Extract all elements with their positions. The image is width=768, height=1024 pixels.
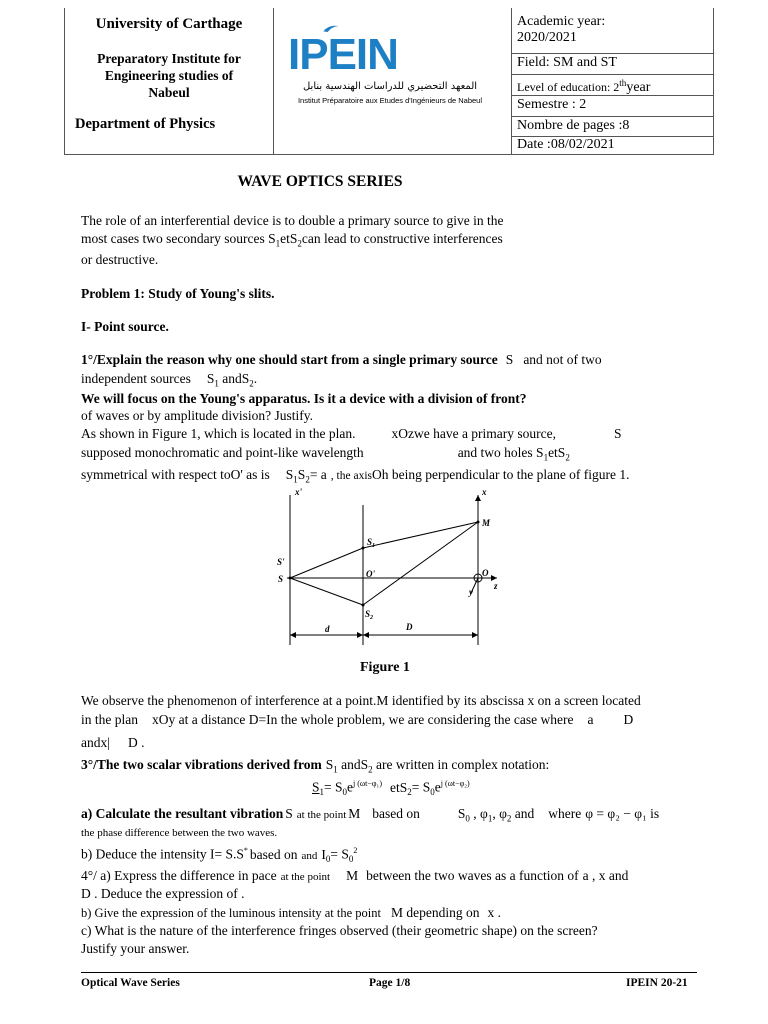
figure-label-s1: $S_1$	[367, 537, 376, 549]
qa-m: M	[348, 806, 361, 821]
obs-1-m: M	[376, 693, 389, 708]
obs-3-x: x	[100, 735, 108, 750]
setup-2-rest: and two holes S	[457, 445, 544, 460]
intro-line-3: or destructive.	[81, 252, 159, 267]
figure-label-o: O	[482, 568, 489, 578]
obs-1-rest: identified by its abscissa	[391, 693, 525, 708]
institute-name	[65, 50, 273, 101]
institute-line-2: Engineering studies of	[104, 68, 234, 83]
complex-equation: $S_1= S_0e^{j (\omega t-\varphi_1)}$ $etS_2= S_0e^{j (\omega t-\varphi_2)}$	[312, 779, 470, 798]
obs-2-rest: at a distance D=In the whole problem, we are considering the case where	[178, 712, 574, 727]
intro-line-2: most cases two secondary sources $S_1etS_2can$ lead to constructive interferences	[81, 231, 503, 249]
setup-1a: As shown in Figure 1, which is located in the plan.	[81, 426, 356, 441]
q4a-text: 4°/ a) Express the difference in pace	[81, 868, 277, 883]
logo-french-text: Institut Préparatoire aux Etudes d'Ingénieurs de Nabeul	[297, 96, 483, 105]
setup-3-oh: Oh	[372, 467, 389, 482]
q4b-text: b) Give the expression of the luminous intensity at the point	[81, 906, 381, 920]
intro-line-1: The role of an interferential device is to double a primary source to give in the	[81, 213, 504, 228]
eq-mid: = S	[324, 779, 343, 795]
obs-1-end: on a screen located	[537, 693, 641, 708]
level-row	[512, 75, 714, 96]
pages-row: Nombre de pages :8	[512, 117, 714, 137]
university-name: University of Carthage	[95, 16, 243, 32]
observe-line-3: andx| D .	[81, 735, 145, 750]
header-left-cell	[65, 8, 274, 154]
qb-text: b) Deduce the intensity I= S.S	[81, 846, 244, 862]
intro-2a: most cases two secondary sources S	[81, 231, 276, 246]
figure-label-x: x	[482, 487, 487, 497]
qa-s: S	[285, 806, 293, 821]
question-2-line-1: We will focus on the Young's apparatus. Is it a device with a division of front?	[81, 391, 527, 406]
field-row: Field: SM and ST	[512, 54, 714, 75]
intro-2b: etS	[280, 231, 298, 246]
setup-3-s: S	[285, 467, 294, 482]
q4b-m: M	[390, 905, 403, 920]
q1b-text: independent sources	[81, 371, 191, 386]
academic-year-row	[512, 8, 714, 54]
obs-2-d: D	[623, 712, 634, 727]
figure-label-m: M	[482, 518, 491, 528]
qa-at: at the point	[296, 809, 347, 821]
q4a-m: M	[346, 868, 359, 883]
question-1-line-1	[81, 352, 602, 368]
qb-and: and	[301, 849, 318, 862]
setup-line-2: supposed monochromatic and point-like wavelength and two holes $S_1etS_2$	[81, 445, 570, 463]
setup-3-as: as is	[246, 467, 270, 482]
document-title: WAVE OPTICS SERIES	[237, 173, 403, 190]
eq-e: e	[347, 779, 354, 795]
question-3a-line-1: a) Calculate the resultant vibration S at the point M based on $S_0$ , $\varphi_1$, $\varphi_2$ and where φ = φ₂ − φ₁ is	[81, 806, 660, 824]
qa-based: based on	[372, 806, 420, 821]
footer-divider	[81, 972, 697, 973]
q4a-rest: between the two waves as a function of	[366, 868, 579, 883]
obs-2-xoy: xOy	[152, 712, 176, 727]
setup-3-end: being perpendicular to the plane of figure 1.	[391, 467, 630, 482]
qa-phi: φ = φ₂ − φ₁	[585, 806, 647, 821]
footer-left: Optical Wave Series	[81, 977, 180, 989]
observe-line-2	[81, 712, 633, 728]
question-1-line-2: independent sources $S_1$ andS$_2$.	[81, 371, 258, 389]
observe-line-1	[81, 693, 641, 709]
figure-label-d: d	[325, 624, 330, 634]
obs-3-and: and	[81, 735, 101, 750]
level-suffix: year	[626, 80, 651, 95]
q3-end: are written in complex notation:	[376, 757, 550, 772]
question-3-line: 3°/The two scalar vibrations derived from $S_1$ andS$_2$ are written in complex notation:	[81, 757, 550, 775]
figure-label-x-prime: x'	[295, 487, 303, 497]
obs-1-x: x	[527, 693, 535, 708]
qa-vars: S	[457, 806, 466, 821]
setup-2a: supposed monochromatic and point-like wavelength	[81, 445, 364, 460]
date-row: Date :08/02/2021	[517, 137, 615, 152]
semester-row: Semestre : 2	[512, 96, 714, 117]
setup-2-rest2: etS	[548, 445, 566, 460]
eq-s1: S	[312, 779, 320, 795]
q1b-and: and	[222, 371, 242, 386]
question-3a-line-2: the phase difference between the two waves.	[81, 827, 278, 839]
eq-et: etS	[389, 779, 408, 795]
institute-line-3: Nabeul	[148, 85, 190, 100]
obs-1a: We observe the phenomenon of interference at a point.	[81, 693, 377, 708]
eq-j: j	[353, 779, 356, 788]
question-4a-line-1	[81, 868, 628, 884]
header-right-cell	[511, 8, 714, 154]
q4a-at: at the point	[280, 871, 331, 883]
setup-3-eq: = a	[309, 467, 327, 482]
question-2-line-2: of waves or by amplitude division? Justify.	[81, 408, 313, 423]
setup-3-o: O'	[230, 467, 243, 482]
setup-3a: symmetrical with respect to	[81, 467, 231, 482]
figure-label-s-prime: S'	[277, 557, 285, 567]
obs-2-a: a	[587, 712, 594, 727]
figure-label-z: z	[494, 581, 498, 591]
institute-line-1: Preparatory Institute for	[97, 51, 241, 66]
qb-based: based on	[249, 846, 298, 862]
setup-line-3: symmetrical with respect toO' as is $S_1S_2= a$ , the axisOh being perpendicular to the plane of figure 1.	[81, 467, 630, 485]
setup-3-axis: , the axis	[330, 470, 372, 482]
figure-label-o-prime: O'	[366, 569, 375, 579]
footer-right: IPEIN 20-21	[626, 977, 688, 989]
problem-heading: Problem 1: Study of Young's slits.	[81, 286, 275, 301]
qb-eq: = S	[330, 846, 349, 862]
figure-label-y: y	[469, 587, 473, 597]
qa-text: a) Calculate the resultant vibration	[81, 806, 284, 821]
figure-caption: Figure 1	[360, 660, 410, 675]
section-heading: I- Point source.	[81, 319, 169, 334]
q3-and: and	[341, 757, 361, 772]
level-sup: th	[619, 78, 627, 88]
figure-label-D: D	[406, 622, 413, 632]
academic-year-label: Academic year:	[517, 14, 606, 29]
qb-i0: I	[321, 846, 326, 862]
question-4b-line	[81, 905, 501, 921]
setup-1-rest: we have a primary source,	[413, 426, 557, 441]
figure-label-s2: $S_2$	[365, 609, 374, 621]
q4b-x: x .	[487, 905, 501, 920]
obs-3-d: D .	[127, 735, 145, 750]
eq-exp2: (ωt−φ₂)	[444, 779, 470, 788]
q1b-s1: S	[206, 371, 215, 386]
setup-1-xoz: xOz	[391, 426, 414, 441]
logo-wordmark: IPEIN	[288, 30, 398, 79]
qa-is: is	[650, 806, 660, 821]
academic-year-value: 2020/2021	[517, 30, 577, 45]
q1-end: and not of two	[523, 352, 602, 367]
q4a-vars: a , x and	[582, 868, 629, 883]
question-3b-line: b) Deduce the intensity I= S.S* based on and $I_0= S_0^2$	[81, 846, 358, 865]
q1-source: S	[505, 352, 514, 367]
q3-s: S	[325, 757, 334, 772]
department-name: Department of Physics	[75, 116, 216, 132]
q1-text: 1°/Explain the reason why one should start from a single primary source	[81, 352, 498, 367]
question-4c-line-2: Justify your answer.	[81, 941, 190, 956]
q3-text: 3°/The two scalar vibrations derived from	[81, 757, 322, 772]
obs-2a: in the plan	[81, 712, 138, 727]
q4b-dep: depending on	[406, 905, 480, 920]
setup-line-1	[81, 426, 622, 442]
question-4c-line-1: c) What is the nature of the interference fringes observed (their geometric shape) on the screen?	[81, 923, 598, 938]
eq-exp1: (ωt−φ₁)	[357, 779, 382, 788]
setup-1-s: S	[614, 426, 622, 441]
level-prefix: Level of education: 2	[517, 80, 620, 94]
figure-1-diagram	[275, 485, 505, 645]
logo-arabic-text: المعهد التحضيري للدراسات الهندسية بنابل	[302, 81, 478, 92]
qa-where: where	[548, 806, 582, 821]
footer-page-number: Page 1/8	[369, 977, 411, 989]
question-4a-line-2: D . Deduce the expression of .	[81, 886, 245, 901]
figure-label-s: S	[278, 574, 284, 584]
intro-2c: can lead to constructive interferences	[301, 231, 503, 246]
q1b-s2: S	[241, 371, 250, 386]
